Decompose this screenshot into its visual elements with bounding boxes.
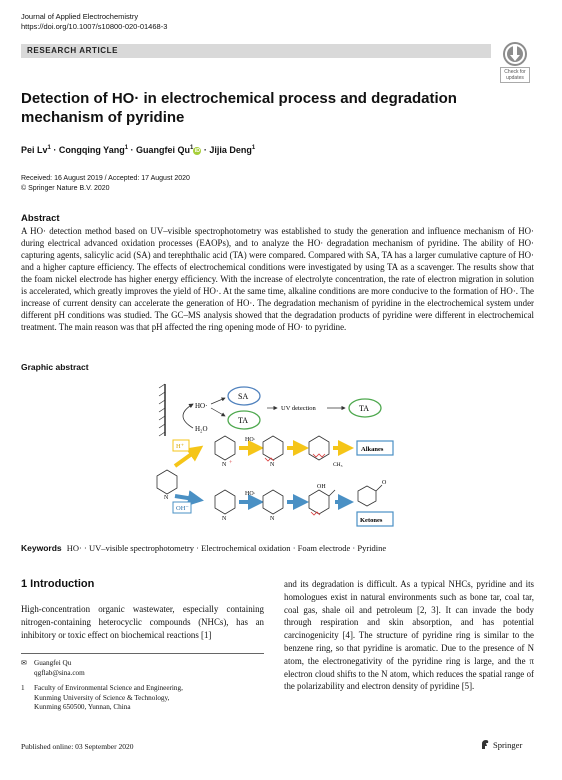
author-name[interactable]: Guangfei Qu: [136, 145, 191, 155]
ketones-label: Ketones: [360, 517, 383, 524]
published-online-date: Published online: 03 September 2020: [21, 742, 134, 751]
article-title: Detection of HO· in electrochemical process and degradation mechanism of pyridine: [21, 90, 457, 126]
abstract-heading: Abstract: [21, 213, 60, 224]
pyridinium-ring: [215, 436, 235, 460]
journal-doi-link[interactable]: https://doi.org/10.1007/s10800-020-01468-3: [21, 22, 168, 31]
author-affiliation: 1: [190, 145, 194, 151]
author-affiliation: 1: [251, 145, 256, 151]
publisher-name: Springer: [493, 739, 523, 750]
check-updates-icon: [503, 42, 527, 66]
springer-logo: [480, 739, 522, 750]
affiliation-line: Kunming University of Science & Technology,: [34, 693, 170, 702]
journal-name: Journal of Applied Electrochemistry: [21, 12, 139, 21]
corresponding-author-name: Guangfei Qu: [34, 659, 72, 667]
author-name[interactable]: Jijia Deng: [209, 145, 252, 155]
affiliation-line: Faculty of Environmental Science and Engineering,: [34, 684, 183, 692]
keywords-line: Keywords HO· · UV–visible spectrophotometry · Electrochemical oxidation · Foam electrode · Pyridine: [21, 543, 387, 553]
ho-attack-acid-label: HO·: [245, 437, 256, 443]
check-for-updates-button[interactable]: [500, 42, 530, 83]
oh-minus-label: OH⁻: [176, 505, 189, 512]
author-name[interactable]: Congqing Yang: [58, 145, 125, 155]
water-label: H₂O: [195, 425, 208, 433]
article-type-label: RESEARCH ARTICLE: [27, 46, 119, 55]
intermediate-ring-acid-2: [309, 436, 329, 460]
pyridinium-plus-label: +: [229, 460, 233, 466]
pyridine-ring-start: [157, 470, 177, 494]
pyridinium-n-label: N: [222, 462, 227, 468]
oxidation-curve-arrow: [183, 404, 193, 428]
sa-label: SA: [238, 392, 249, 401]
author-name[interactable]: Pei Lv: [21, 145, 48, 155]
hydroxyl-label: OH: [317, 484, 326, 490]
author-affiliation: 1: [124, 145, 129, 151]
hydroxypyridine-ring: [309, 490, 329, 514]
pyridine-n-label: N: [164, 495, 169, 501]
corresponding-author-email[interactable]: qgflab@sina.com: [34, 668, 85, 677]
article-dates: [21, 174, 190, 194]
springer-horse-icon: [480, 739, 490, 750]
methyl-label: CH₃: [333, 462, 343, 468]
graphic-abstract-heading: Graphic abstract: [21, 362, 89, 372]
keyword[interactable]: UV–visible spectrophotometry: [88, 543, 195, 553]
alkanes-label: Alkanes: [361, 446, 384, 453]
intermediate-ring-acid-1: [263, 436, 283, 460]
electrode-plate: [159, 384, 165, 436]
abstract-text: A HO· detection method based on UV–visible spectrophotometry was established to study the generation and influence mechanism of HO· during electrical advanced oxidation processes (EAOPs), and to analyze the HO· degradation mechanism of pyridine. The ability of HO· capturing agents, salicylic acid (SA) and terephthalic acid (TA) were compared. Compared with SA, TA has a larger cumulative capture of HO· and a higher capture efficiency. The effects of electrochemical conditions were investigated by using TA as a scavenger. The results show that the foam nickel electrode has higher energy efficiency. With the increase of electrolyte concentration, the rate of electron migration in solution is accelerated, which greatly improves the yield of HO·. At the same time, alkaline conditions are more conducive to the formation of HO·. The increase of current density can accelerate the generation of HO·. The degradation mechanism of pyridine in the electrochemical system under different pH conditions was studied. The GC–MS analysis showed that the degradation products of pyridine were different in electrochemical treatment. The main reason was that pH affected the ring opening mode of HO· to pyridine.: [21, 226, 534, 332]
keyword[interactable]: HO·: [66, 543, 82, 553]
keywords-label: Keywords: [21, 543, 62, 553]
hydroxyl-bond: [329, 490, 335, 496]
carbonyl-o-label: O: [382, 480, 387, 486]
ho-attack-base-label: HO·: [245, 491, 256, 497]
keyword[interactable]: Pyridine: [357, 543, 387, 553]
introduction-column-1: High-concentration organic wastewater, especially containing nitrogen-containing heterocyclic compounds (NHCs), has an inhibitory or toxic effect on biochemical reactions [1]: [21, 604, 264, 640]
affiliation-line: Kunming 650500, Yunnan, China: [34, 703, 131, 711]
pyridine-ring-base: [215, 490, 235, 514]
copyright-line: © Springer Nature B.V. 2020: [21, 185, 110, 192]
keyword[interactable]: Foam electrode: [297, 543, 351, 553]
ta-label: TA: [238, 416, 249, 425]
check-updates-label: Check for updates: [500, 67, 530, 83]
pyridine-base-n-label: N: [222, 516, 227, 522]
ho-to-ta-arrow: [211, 408, 225, 416]
introduction-heading: 1 Introduction: [21, 578, 95, 590]
ketone-ring: [358, 486, 376, 506]
uv-detection-label: UV detection: [281, 405, 316, 412]
corresponding-author-footnote: [21, 659, 264, 713]
ta-product-label: TA: [359, 404, 370, 413]
footnote-divider: [21, 653, 264, 654]
graphic-abstract-figure: [145, 378, 415, 533]
author-list: Pei $Lv^1$ · Congqing Yang$^1$ · Guangfei $Qu^1iD$ · Jijia Deng$^1$: [21, 145, 256, 155]
orcid-icon[interactable]: iD: [194, 148, 201, 154]
intermediate-n-acid-1: N: [270, 462, 275, 468]
introduction-column-2: and its degradation is difficult. As a typical NHCs, pyridine and its homologues exist in natural environments such as bone tar, coal tar, coal gas, shale oil and petroleum [2, 3]. It can invade the body through respiration and skin absorption, and has potential carcinogenicity [4]. The structure of pyridine ring is similar to the benzene ring, so that pyridine is aromatic. Due to the presence of N atom, the electronegativity of the pyridine ring is large, and the π electron cloud shifts to the N atom, which reduces the spatial range of the polarizability and electron density of pyridine [5].: [284, 579, 534, 692]
affiliation-mark: 1: [21, 684, 25, 692]
h-plus-label: H⁺: [176, 443, 185, 450]
base-arrow-1: [175, 496, 200, 500]
keyword[interactable]: Electrochemical oxidation: [201, 543, 291, 553]
intermediate-ring-base-1: [263, 490, 283, 514]
journal-header: [21, 12, 167, 32]
envelope-icon: ✉: [21, 659, 28, 667]
received-accepted-dates: Received: 16 August 2019 / Accepted: 17 August 2020: [21, 175, 190, 182]
intermediate-n-base-1: N: [270, 516, 275, 522]
ho-to-sa-arrow: [211, 398, 225, 404]
ho-radical-label: HO·: [195, 402, 208, 410]
author-affiliation: 1: [47, 145, 51, 151]
